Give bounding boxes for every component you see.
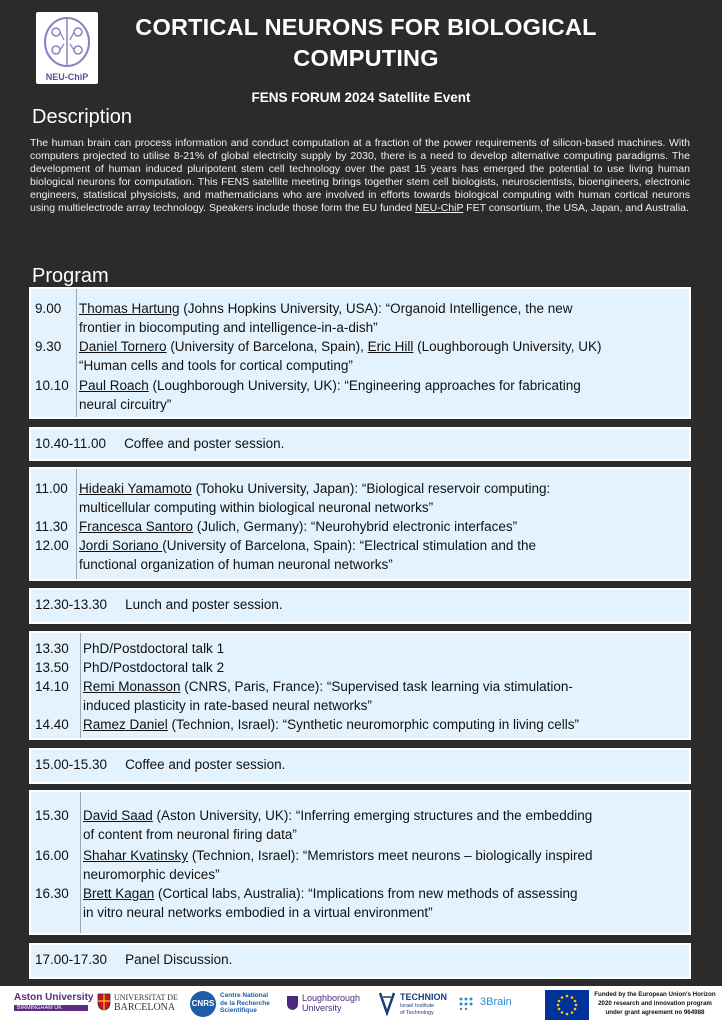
talk-item <box>79 479 691 517</box>
talk-line: PhD/Postdoctoral talk 1 <box>83 641 225 656</box>
speaker-name[interactable]: Shahar Kvatinsky <box>83 848 189 863</box>
aston-sub: BIRMINGHAM UK <box>14 1005 88 1011</box>
break-item <box>35 945 232 975</box>
talk-line: (Technion, Israel): “Memristors meet neurons – biologically inspired <box>188 848 593 863</box>
description-heading: Description <box>32 106 133 128</box>
neu-chip-link[interactable]: NEU-ChiP <box>415 202 464 214</box>
break-block-1 <box>29 427 691 461</box>
talk-item <box>83 639 695 658</box>
cnrs-line: de la Recherche <box>220 999 270 1007</box>
break-label: Coffee and poster session. <box>125 757 286 772</box>
talk-item <box>79 517 691 536</box>
eu-stars-icon <box>545 990 589 1020</box>
sponsor-footer <box>0 986 722 1024</box>
talk-time: 14.40 <box>35 717 69 732</box>
cnrs-line: Scientifique <box>220 1007 257 1014</box>
aston-name: Aston University <box>14 992 94 1003</box>
break-label: Coffee and poster session. <box>124 436 285 451</box>
talk-line: (Technion, Israel): “Synthetic neuromorphic computing in living cells” <box>167 717 579 732</box>
program-heading: Program <box>32 265 109 287</box>
speaker-name[interactable]: Ramez Daniel <box>83 717 168 732</box>
break-time: 10.40-11.00 <box>35 436 107 451</box>
break-item <box>35 429 284 459</box>
talk-item <box>83 677 695 715</box>
talk-time: 16.30 <box>35 886 69 901</box>
talk-item <box>83 658 695 677</box>
speaker-name[interactable]: Brett Kagan <box>83 886 155 901</box>
divider <box>76 289 77 417</box>
lough-line1: Loughborough <box>302 993 361 1003</box>
shield-icon <box>97 993 111 1011</box>
talk-item <box>79 376 691 414</box>
cnrs-line: Centre National <box>220 992 269 999</box>
talk-line: PhD/Postdoctoral talk 2 <box>83 660 225 675</box>
divider <box>80 792 81 933</box>
speaker-name[interactable]: Eric Hill <box>367 339 414 354</box>
talk-line: (University of Barcelona, Spain), <box>166 339 368 354</box>
talk-time: 13.30 <box>35 641 69 656</box>
break-item <box>35 750 285 780</box>
technion-name: TECHNION <box>400 992 447 1002</box>
session-block-2 <box>29 467 691 581</box>
divider <box>76 469 77 579</box>
talk-line: (Loughborough University, UK): “Engineering approaches for fabricating <box>148 378 581 393</box>
talk-time: 10.10 <box>35 378 69 393</box>
break-label: Lunch and poster session. <box>125 597 283 612</box>
talk-time: 14.10 <box>35 679 69 694</box>
talk-time: 11.00 <box>35 481 68 496</box>
break-block-3 <box>29 748 691 784</box>
talk-time: 9.30 <box>35 339 62 354</box>
barcelona-line2: BARCELONA <box>114 1002 176 1013</box>
talk-item <box>83 715 695 734</box>
talk-line: induced plasticity in rate-based neural networks” <box>83 698 372 713</box>
talk-time: 15.30 <box>35 808 69 823</box>
cnrs-badge: CNRS <box>190 991 216 1017</box>
dots-icon <box>458 996 478 1010</box>
eu-line: 2020 research and innovation program <box>598 1000 712 1007</box>
brain-icon <box>42 16 92 68</box>
technion-emblem-icon <box>378 991 396 1017</box>
talk-time: 16.00 <box>35 848 69 863</box>
talk-line: neural circuitry” <box>79 397 172 412</box>
technion-sub <box>400 1003 434 1016</box>
talk-item <box>79 536 691 574</box>
cnrs-text <box>220 992 270 1015</box>
talk-line: (Johns Hopkins University, USA): “Organoid Intelligence, the new <box>179 301 573 316</box>
talk-line: in vitro neural networks embodied in a virtual environment” <box>83 905 433 920</box>
talk-line: functional organization of human neuronal networks” <box>79 557 393 572</box>
talk-item <box>83 884 695 922</box>
speaker-name[interactable]: Jordi Soriano <box>79 538 163 553</box>
break-time: 12.30-13.30 <box>35 597 108 612</box>
talk-line: (Loughborough University, UK) <box>413 339 602 354</box>
session-block-1 <box>29 287 691 419</box>
divider <box>80 633 81 738</box>
speaker-name[interactable]: Francesca Santoro <box>79 519 194 534</box>
speaker-name[interactable]: Remi Monasson <box>83 679 181 694</box>
talk-line: (Tohoku University, Japan): “Biological reservoir computing: <box>191 481 551 496</box>
talk-item <box>83 806 695 844</box>
break-item <box>35 590 283 620</box>
3brain-name: 3Brain <box>480 996 512 1008</box>
event-subtitle: FENS FORUM 2024 Satellite Event <box>251 90 471 105</box>
break-time: 15.00-15.30 <box>35 757 108 772</box>
aston-logo <box>14 992 93 1011</box>
description-text <box>30 137 690 215</box>
neu-chip-logo <box>36 12 98 84</box>
talk-item <box>83 846 695 884</box>
talk-item <box>79 299 691 337</box>
talk-line: (Cortical labs, Australia): “Implications from new methods of assessing <box>154 886 578 901</box>
page-title: CORTICAL NEURONS FOR BIOLOGICAL COMPUTING <box>135 14 597 71</box>
talk-time: 13.50 <box>35 660 69 675</box>
speaker-name[interactable]: Paul Roach <box>79 378 149 393</box>
talk-line: (CNRS, Paris, France): “Supervised task learning via stimulation- <box>180 679 573 694</box>
speaker-name[interactable]: Thomas Hartung <box>79 301 180 316</box>
talk-line: neuromorphic devices” <box>83 867 220 882</box>
technion-line: Israel Institute <box>400 1003 435 1009</box>
talk-time: 12.00 <box>35 538 69 553</box>
barcelona-line1: UNIVERSITAT DE <box>114 993 178 1002</box>
lough-line2: University <box>302 1003 342 1013</box>
eu-flag <box>545 990 589 1020</box>
eu-line: Funded by the European Union's Horizon <box>594 991 716 998</box>
talk-time: 11.30 <box>35 519 68 534</box>
talk-line: frontier in biocomputing and intelligence-in-a-dish” <box>79 320 378 335</box>
break-label: Panel Discussion. <box>125 952 233 967</box>
description-body: The human brain can process information and conduct computation at a fraction of the power requirements of silicon-based machines. With computers projected to utilise 8-21% of global electricity supply by 2030, there is a need to develop alternative computing paradigms. The development of human induced pluripotent stem cell technology over the past 15 years has emerged the potential to use living human biological neurons for computation. This FENS satellite meeting brings together stem cell biologists, neuroscientists, bioengineers, electronic engineers, statistical physicists, and mathematicians who are involved in efforts towards biological computing with human cortical neurons using multielectrode array technology. Speakers include those form the EU funded <box>30 137 690 214</box>
technion-line: of Technology <box>400 1009 434 1016</box>
talk-line: (Aston University, UK): “Inferring emerging structures and the embedding <box>152 808 593 823</box>
eu-line: under grant agreement no 964988 <box>605 1009 705 1016</box>
talk-line: multicellular computing within biological neuronal networks” <box>79 500 434 515</box>
talk-item <box>79 337 691 375</box>
talk-time: 9.00 <box>35 301 62 316</box>
talk-line: of content from neuronal firing data” <box>83 827 297 842</box>
description-tail: FET consortium, the USA, Japan, and Australia. <box>463 202 689 214</box>
break-block-2 <box>29 588 691 624</box>
break-time: 17.00-17.30 <box>35 952 108 967</box>
talk-line: (Julich, Germany): “Neurohybrid electronic interfaces” <box>193 519 518 534</box>
talk-line: (University of Barcelona, Spain): “Electrical stimulation and the <box>162 538 536 553</box>
speaker-name[interactable]: David Saad <box>83 808 153 823</box>
crest-icon <box>286 995 299 1011</box>
speaker-name[interactable]: Daniel Tornero <box>79 339 167 354</box>
logo-label: NEU-ChiP <box>45 72 89 82</box>
talk-line: “Human cells and tools for cortical computing” <box>79 358 353 373</box>
session-block-3 <box>29 631 691 740</box>
eu-funding-text <box>592 990 718 1017</box>
break-block-4 <box>29 943 691 979</box>
speaker-name[interactable]: Hideaki Yamamoto <box>79 481 192 496</box>
session-block-4 <box>29 790 691 935</box>
